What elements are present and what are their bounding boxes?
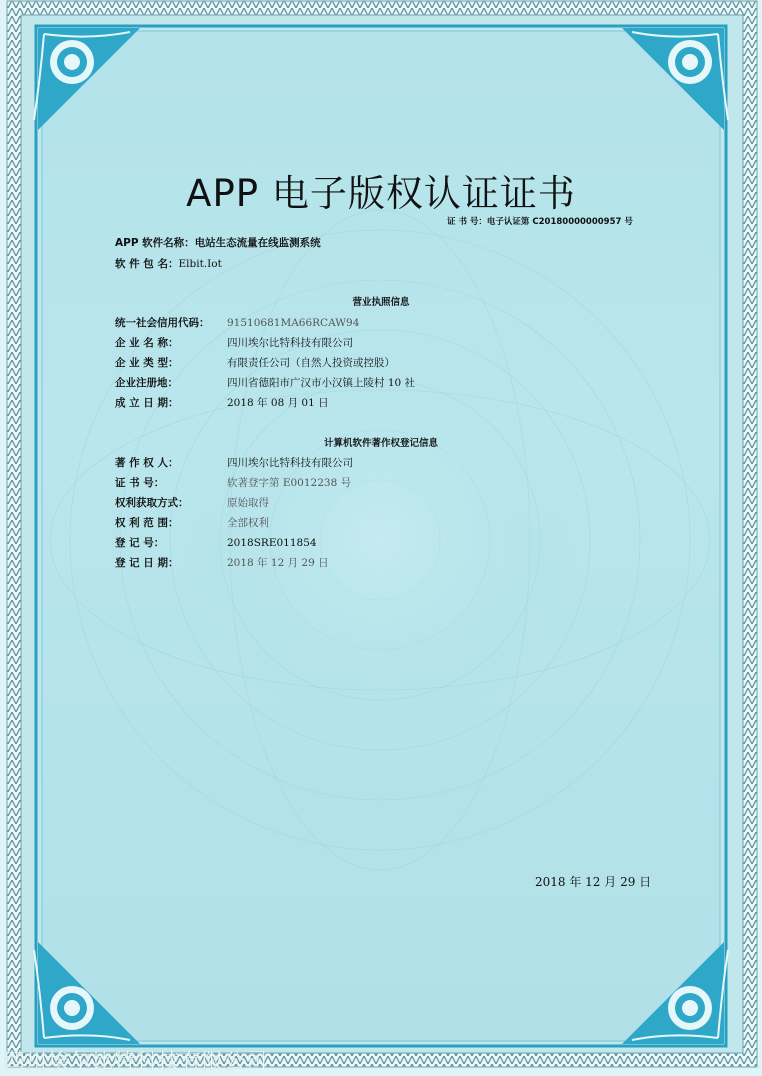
- issue-date: 2018 年 12 月 29 日: [535, 875, 652, 889]
- copyright-row: [115, 515, 269, 530]
- copyright-section-title: 计算机软件著作权登记信息: [323, 438, 438, 449]
- copyright-label: 著 作 权 人：: [115, 457, 179, 469]
- business-value: 2018 年 08 月 01 日: [227, 397, 329, 409]
- business-value: 四川埃尔比特科技有限公司: [227, 337, 353, 349]
- business-section-title: 营业执照信息: [352, 297, 410, 308]
- copyright-value: 原始取得: [227, 497, 269, 509]
- certificate-title: APP 电子版权认证证书: [186, 172, 576, 215]
- copyright-value: 2018 年 12 月 29 日: [227, 557, 329, 569]
- copyright-row: [115, 495, 269, 510]
- copyright-row: [115, 475, 351, 490]
- copyright-value: 四川埃尔比特科技有限公司: [227, 457, 353, 469]
- copyright-row: [115, 535, 317, 550]
- company-watermark: 四川埃尔比特科技有限公司: [4, 1049, 268, 1073]
- business-label: 企 业 类 型：: [115, 357, 179, 369]
- copyright-value: 全部权利: [227, 517, 269, 529]
- copyright-label: 登 记 日 期：: [115, 557, 179, 569]
- copyright-value: 2018SRE011854: [227, 537, 317, 549]
- business-value: 四川省德阳市广汉市小汉镇上陵村 10 社: [227, 377, 416, 389]
- business-row: [115, 375, 415, 390]
- corner-ornament-top-right: [622, 28, 728, 130]
- corner-ornament-bottom-right: [622, 942, 728, 1044]
- corner-ornament-top-left: [34, 28, 140, 130]
- app-package-label: 软 件 包 名：: [115, 258, 179, 270]
- business-row: [115, 315, 359, 330]
- business-row: [115, 395, 329, 410]
- business-value: 有限责任公司（自然人投资或控股）: [227, 357, 395, 369]
- copyright-value: 软著登字第 E0012238 号: [227, 477, 352, 489]
- copyright-label: 权利获取方式：: [115, 497, 189, 509]
- app-name-value: 电站生态流量在线监测系统: [194, 237, 321, 249]
- copyright-label: 证 书 号：: [115, 477, 165, 489]
- certificate-number: 证 书 号：电子认证第 C20180000000957 号: [447, 217, 633, 227]
- copyright-row: [115, 455, 353, 470]
- copyright-label: 权 利 范 围：: [115, 517, 179, 529]
- business-row: [115, 335, 353, 350]
- app-name-label: APP 软件名称：: [115, 237, 195, 249]
- app-package-value: Elbit.Iot: [178, 258, 222, 270]
- business-label: 企 业 名 称：: [115, 337, 179, 349]
- corner-ornament-bottom-left: [34, 942, 140, 1044]
- business-label: 企业注册地：: [115, 377, 178, 389]
- app-name-row: [115, 235, 321, 250]
- business-label: 成 立 日 期：: [115, 397, 179, 409]
- business-label: 统一社会信用代码：: [115, 317, 210, 329]
- business-value: 91510681MA66RCAW94: [227, 317, 360, 329]
- copyright-row: [115, 555, 329, 570]
- app-package-row: [115, 256, 222, 271]
- copyright-label: 登 记 号：: [115, 537, 165, 549]
- business-row: [115, 355, 395, 370]
